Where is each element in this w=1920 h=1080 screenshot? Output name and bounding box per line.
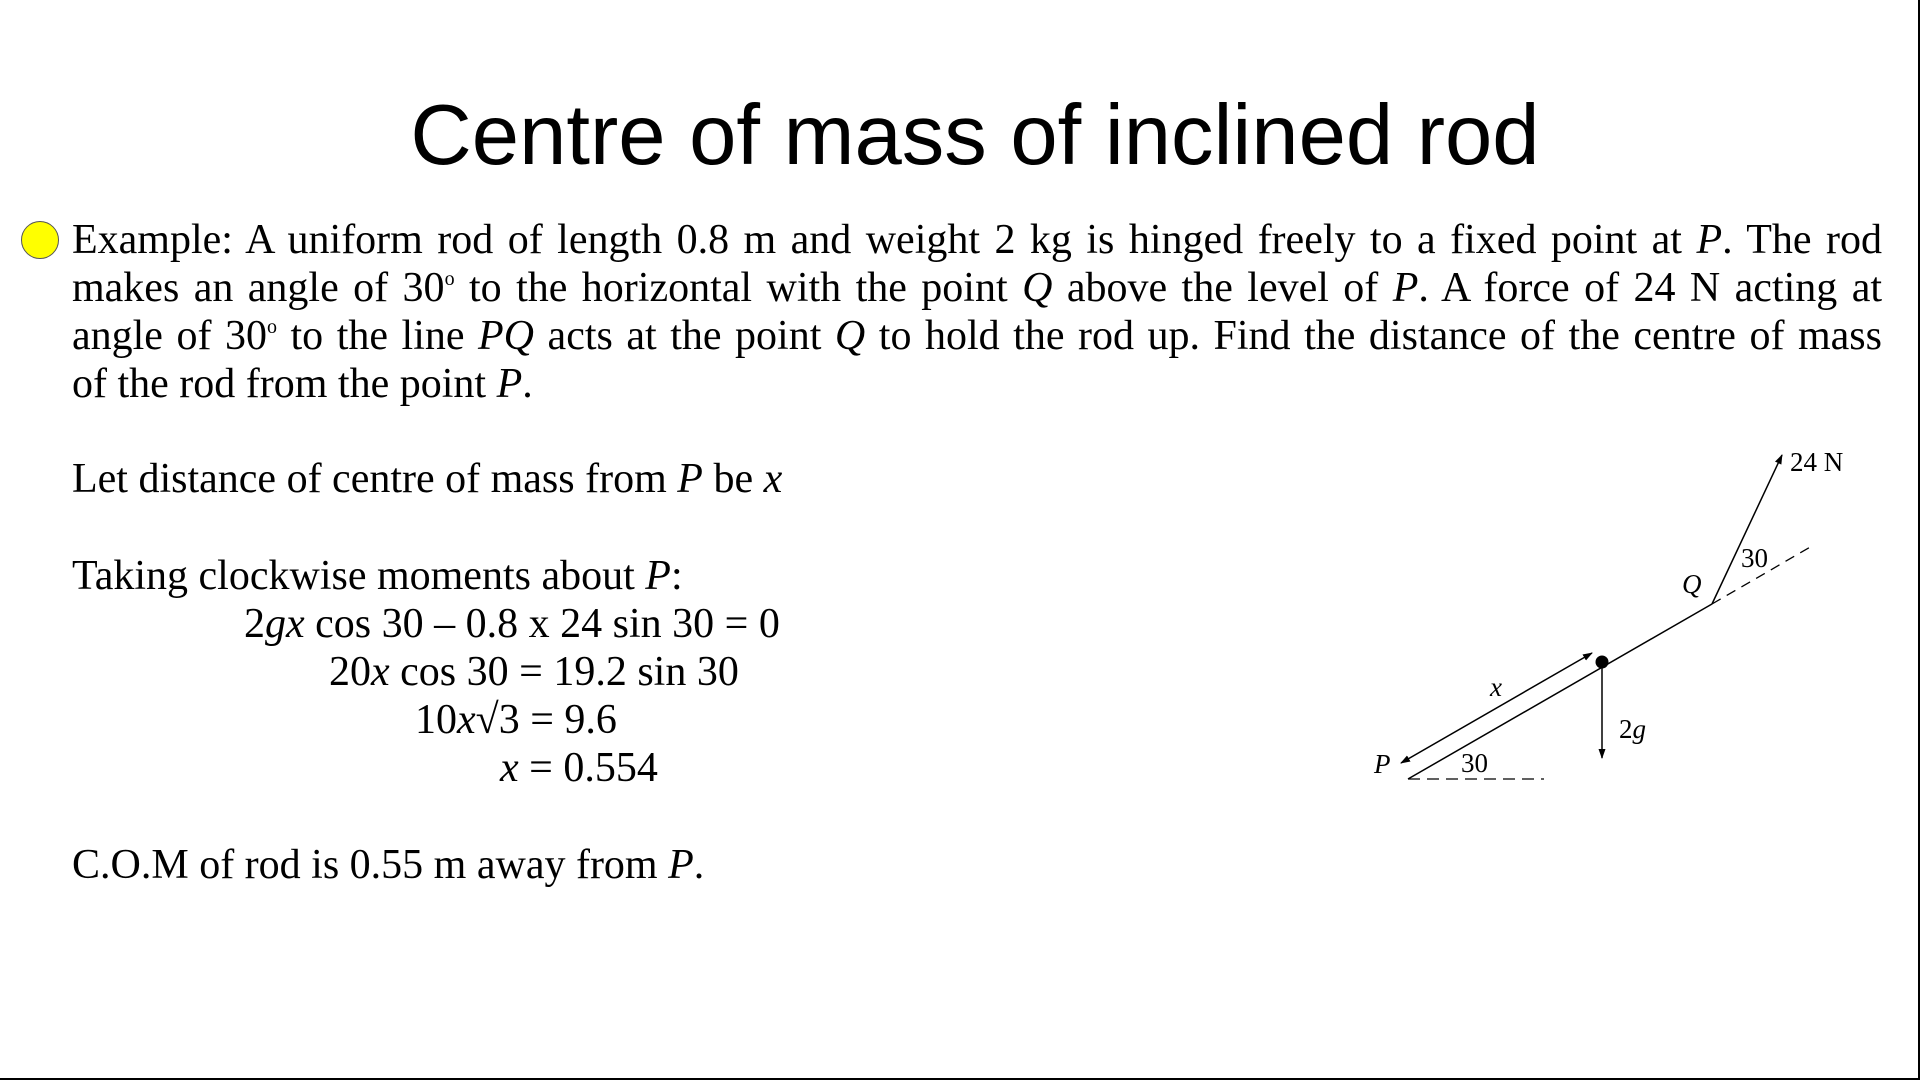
let-text: Let distance of centre of mass from (72, 456, 678, 502)
problem-text: . A force of 24 N acting at (1418, 265, 1883, 311)
problem-text: . (522, 361, 533, 407)
weight-coefficient: 2 (1619, 714, 1633, 744)
eq-text: 20 (329, 649, 371, 695)
equation-1 (244, 600, 780, 648)
equation-2 (329, 648, 739, 696)
problem-text: makes an angle of 30 (72, 265, 445, 311)
problem-text: of the rod from the point (72, 361, 497, 407)
distance-x-arrow (1401, 653, 1592, 763)
moments-text: Taking clockwise moments about (72, 553, 646, 599)
force-arrow (1712, 455, 1782, 604)
problem-text: . The rod (1722, 217, 1883, 263)
force-angle-label: 30 (1741, 543, 1768, 573)
problem-text: acts at the point (534, 313, 835, 359)
conclusion-text: . (693, 842, 705, 888)
point-p: P (668, 842, 694, 888)
point-q-label: Q (1682, 569, 1702, 599)
point-q: Q (1022, 265, 1053, 311)
rod-diagram (1360, 440, 1880, 800)
force-label: 24 N (1790, 447, 1844, 477)
problem-line-4 (72, 360, 1892, 408)
problem-text: to hold the rod up. Find the distance of the centre of mass (865, 313, 1882, 359)
eq-text: cos 30 = 19.2 sin 30 (389, 649, 739, 695)
eq-text: = 0.554 (518, 745, 658, 791)
eq-variable: x (500, 745, 519, 791)
moments-text: : (670, 553, 683, 599)
point-q: Q (834, 313, 866, 359)
weight-g: g (1632, 714, 1646, 744)
point-p: P (677, 456, 703, 502)
eq-variable: x (457, 697, 476, 743)
conclusion (72, 841, 704, 889)
point-p: P (496, 361, 523, 407)
problem-line-3 (72, 312, 1882, 360)
problem-text: to the horizontal with the point (454, 265, 1023, 311)
moments-statement (72, 552, 683, 600)
line-pq: PQ (478, 313, 535, 359)
eq-text: 10 (415, 697, 457, 743)
eq-variable: gx (265, 601, 305, 647)
problem-line-1 (72, 216, 1882, 264)
weight-label (1619, 714, 1646, 744)
let-statement (72, 455, 782, 503)
rod (1408, 604, 1712, 779)
point-p-label: P (1374, 749, 1391, 779)
eq-variable: x (371, 649, 390, 695)
degree-symbol: o (266, 316, 277, 338)
slide-title: Centre of mass of inclined rod (410, 88, 1540, 183)
problem-text: Example: A uniform rod of length 0.8 m and weight 2 kg is hinged freely to a fixed point at (72, 217, 1697, 263)
let-text: be (702, 456, 764, 502)
problem-line-2 (72, 264, 1882, 312)
problem-statement (72, 216, 1892, 408)
eq-text: 2 (244, 601, 265, 647)
equation-3 (415, 696, 617, 744)
eq-text: √3 = 9.6 (475, 697, 617, 743)
point-p: P (645, 553, 671, 599)
eq-text: cos 30 – 0.8 x 24 sin 30 = 0 (304, 601, 780, 647)
equation-4 (500, 744, 658, 792)
point-p: P (1392, 265, 1419, 311)
variable-x: x (763, 456, 783, 502)
distance-x-label: x (1490, 672, 1502, 702)
problem-text: to the line (276, 313, 479, 359)
problem-text: above the level of (1052, 265, 1393, 311)
base-angle-label: 30 (1461, 748, 1488, 778)
degree-symbol: o (444, 268, 455, 290)
point-p: P (1696, 217, 1723, 263)
bullet-marker (21, 221, 59, 259)
problem-text: angle of 30 (72, 313, 267, 359)
conclusion-text: C.O.M of rod is 0.55 m away from (72, 842, 669, 888)
